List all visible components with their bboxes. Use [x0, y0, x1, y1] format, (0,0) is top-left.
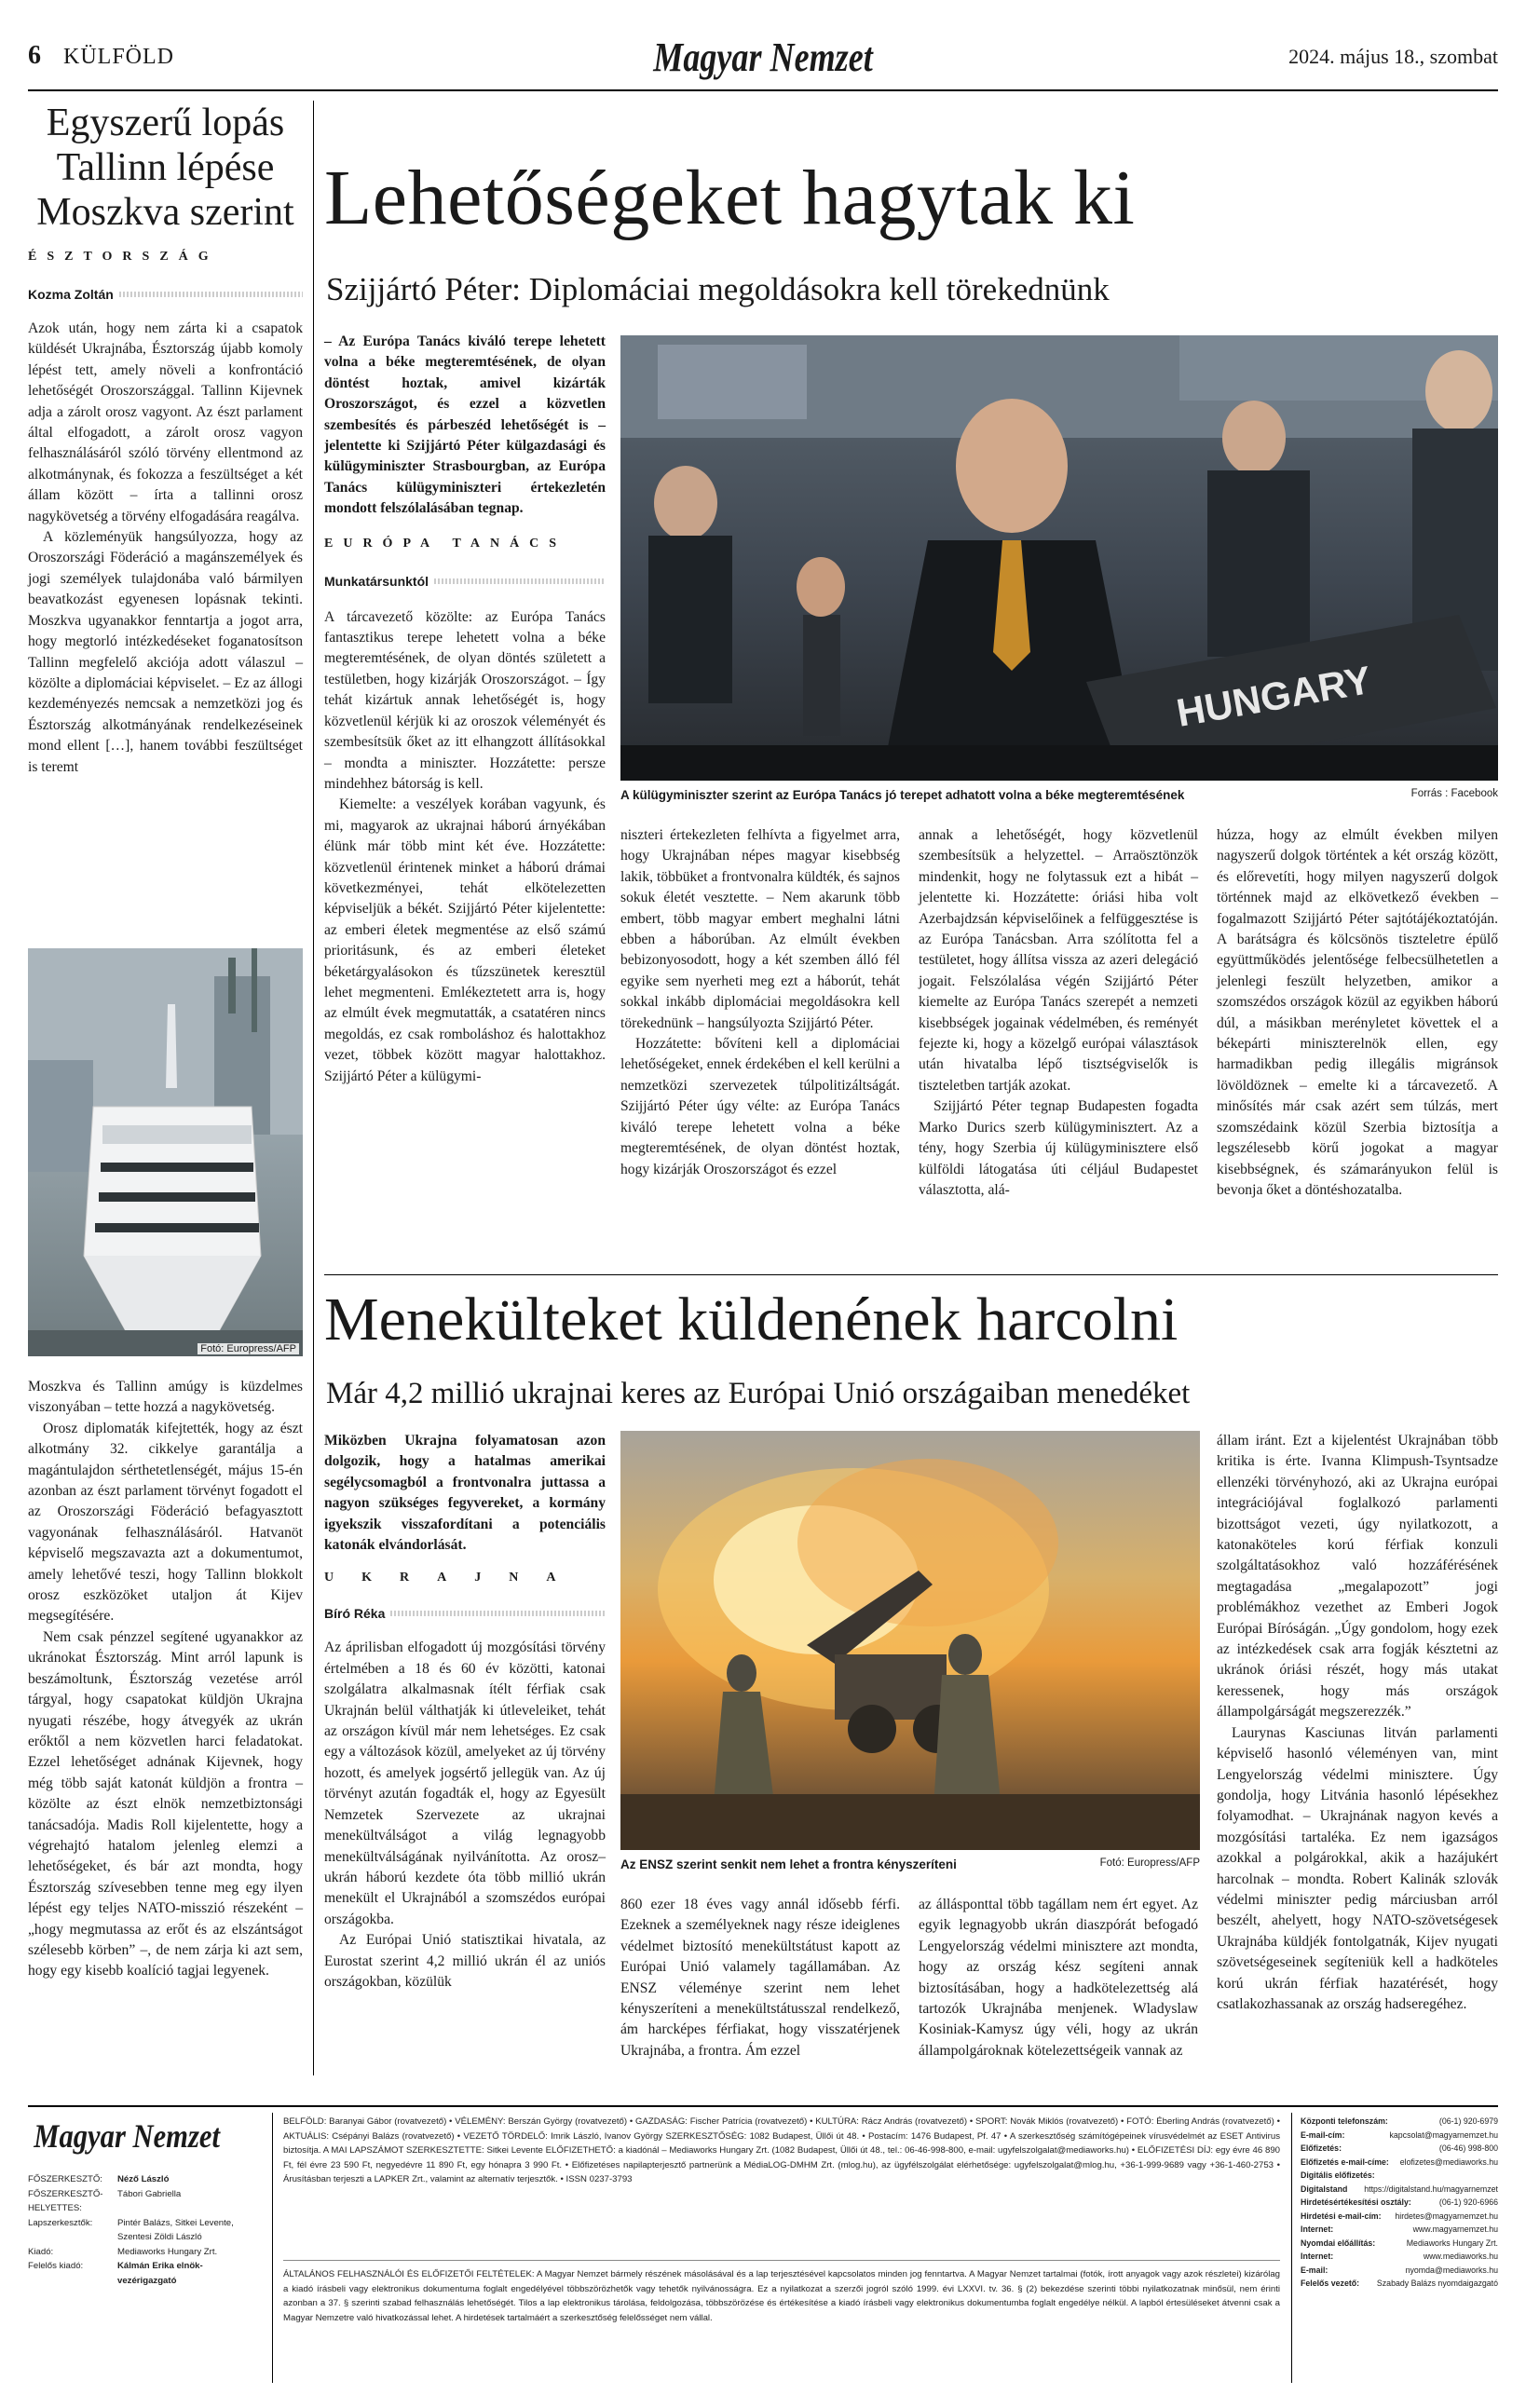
minister-photo: [620, 335, 1498, 781]
article1-subhead: Szijjártó Péter: Diplomáciai megoldásokra kell törekednünk: [326, 271, 1110, 307]
hungary-nameplate: HUNGARY: [1173, 657, 1375, 735]
minister-caption: A külügyminiszter szerint az Európa Tanács jó terepet adhatott volna a béke megteremtésének Forrás : Facebook: [620, 788, 1498, 802]
minister-illustration: [620, 335, 1498, 781]
yacht-photo: [28, 948, 303, 1356]
artillery-photo: [620, 1431, 1200, 1850]
footer-terms: ÁLTALÁNOS FELHASZNÁLÓI ÉS ELŐFIZETŐI FELTÉTELEK: A Magyar Nemzet bármely részének másolásával és a lap terjesztésével kapcsolatos minden jog fenntartva. A Magyar Nemzet tartalmai (fotók, írott anyagok vagy azok részletei) kizárólag a kiadó írásbeli vagy elektronikus dokumentuma foglalt engedélyével többszörözhetők vagy tehetők nyilvánosságra. Ez a nyilatkozat a szerzői jogról szóló 1999. évi LXXVI. tv. 36. § (2) bekezdése szerinti többi nyilatkozatnak minősül, nem érinti azonban a 37. § szerinti szabad felhasználás lehetőségét. Tilos a lap elektronikus tárolása, feldolgozása, többszörözése és értékesítése a kiadó írásbeli vagy elektronikus dokumentumba foglalt engedélye nélkül. A lapból értesüléseket átvenni csak a Magyar Nemzetre való hivatkozással lehet. A hirdetések tartalmáért a szerkesztőség felelősséget nem vállal.: [283, 2269, 1280, 2323]
left-body-2: Moszkva és Tallinn amúgy is küzdelmes viszonyában – tette hozzá a nagykövetség. Orosz diplomaták kifejtették, hogy az észt alkotmány 32. cikkelye garantálja a magántulajdon sérthetetlenségét, május 15-én azonban az észt parlament törvényt fogadott el az Oroszországi Föderáció befagyasztott vagyonának felhasználásáról. Hatvanöt képviselő megszavazta azt a dokumentumot, amely lehetővé teszi, hogy Tallinn blokkolt orosz eszközöket utaljon át Kijev megsegítésére. Nem csak pénzzel segítené ugyanakkor az ukránokat Észtország. Mint arról lapunk is beszámoltunk, Észtország vezetése arról tárgyal, hogy csapatokat küldjön Ukrajna nyugati részébe, hogy átvegyék az ukrán erőktől a nem közvetlen harci feladatokat. Ezzel lehetőséget adnának Kijevnek, hogy még több saját katonát küldjön a frontra – közölte az észt elnök nemzetbiztonsági tanácsadója. Madis Roll kijelentette, hogy a végrehajtó hatalom jelenleg elemzi a lehetőségeket, és bár azt mondta, hogy Észtország szívesebben tenne meg egy ilyen lépést egy teljes NATO-misszió részeként – „hogy megmutassa az erőt és az elszántságot szélesebb körben” –, de nem zárja ki azt sem, hogy egy kisebb koalíció tagjai legyenek.: [28, 1379, 303, 1979]
article2-subhead: Már 4,2 millió ukrajnai keres az Európai Unió országaiban menedéket: [326, 1377, 1191, 1410]
yacht-photo-credit: Fotó: Europress/AFP: [198, 1343, 299, 1354]
article2-lead: Miközben Ukrajna folyamatosan azon dolgozik, hogy a hatalmas amerikai segélycsomagból a frontvonalra juttassa a nagyon szükséges fegyvereket, a kormány igyekszik visszafordítani a potenciális katonák elvándorlását.: [324, 1433, 606, 1554]
footer-imprint: BELFÖLD: Baranyai Gábor (rovatvezető) • VÉLEMÉNY: Berszán György (rovatvezető) • GAZDASÁG: Fischer Patrícia (rovatvezető) • KULTÚRA: Rácz András (rovatvezető) • SPORT: Novák Miklós (rovatvezető) • FOTÓ: Éberling András (rovatvezető) • AKTUÁLIS: Csépányi Balázs (rovatvezető) • VEZETŐ TÖRDELŐ: Imrik László, Ivanov György SZERKESZTŐSÉG: 1082 Budapest, Üllői út 48. • Postacím: 1476 Budapest, Pf. 47 • A szerkesztőség számítógépeinek vírusvédelmét az ESET Antivirus biztosítja. A MAI LAPSZÁMOT SZERKESZTETTE: Sitkei Levente ELŐFIZETHETŐ: a kiadónál – Mediaworks Hungary Zrt. (1082 Budapest, Üllői út 48., tel.: 06-46-998-800, e-mail: ugyfelszolgalat@mediaworks.hu) • ELŐFIZETÉSI DÍJ: egy évre 46 890 Ft, fél évre 23 590 Ft, negyedévre 11 890 Ft, egy hónapra 3 990 Ft. • Előfizetéses napilapterjesztő partnerünk a MédiaLOG-DMHM Zrt. (mlog.hu), az ügyfélszolgálat elérhetősége: ugyfelszolgalat@mlog.hu, +36-1-999-9689 vagy +36-1-460-2753 • Árusításban terjeszti a LAPKER Zrt., valamint az alternatív terjesztők. • ISSN 0237-3793: [283, 2116, 1280, 2184]
article2-headline: Menekülteket küldenének harcolni: [324, 1286, 1179, 1354]
footer: [28, 2113, 1498, 2392]
article2-col1: Az áprilisban elfogadott új mozgósítási törvény értelmében a 18 és 60 év közötti, katonai szolgálatra alkalmasnak ítélt férfiak csak Ukrajnán belül válthatják ki útleveleiket, tehát az országon kívül már nem lehetséges. Ez csak egy a változások közül, amelyeket az új törvény hozott, és amelyek jogsértő jellegük van. Az új törvényt azután fogadták el, hogy az Egyesült Nemzetek Szervezete az ukrajnai menekültválságot a világ legnagyobb menekültválságának nyilvánította. Az orosz–ukrán háború kezdete óta több millió ukrán menekült el Ukrajnából a szomszédos európai országokba. Az Európai Unió statisztikai hivatala, az Eurostat szerint 4,2 millió ukrán él az uniós országokban, közülük: [324, 1639, 606, 1990]
article1-section: EURÓPA TANÁCS: [324, 536, 567, 551]
page-header: [28, 28, 1498, 84]
article2-author: Bíró Réka: [324, 1606, 606, 1621]
article2-col3: az állásponttal több tagállam nem ért egyet. Az egyik legnagyobb ukrán diaszpórát befogadó Lengyelország védelmi minisztere azt mondta, hogy az ország kész segíteni annak biztosításában, hogy a hadkötelezettség alá tartozók Ukrajnába menjenek. Wladyslaw Kosiniak-Kamysz úgy véli, hogy az ukrán állampolgároknak kötelezettségeik vannak az: [919, 1897, 1198, 2059]
artillery-caption: Az ENSZ szerint senkit nem lehet a frontra kényszeríteni Fotó: Europress/AFP: [620, 1857, 1200, 1871]
article2-col4: állam iránt. Ezt a kijelentést Ukrajnában több kritika is érte. Ivanna Klimpush-Tsyntsadze ellenzéki törvényhozó, aki az Ukrajna európai integrációjával foglalkozó parlamenti bizottságot vezeti, úgy nyilatkozott, a katonaköteles korú férfiak konzuli szolgáltatásokhoz való hozzáférésének megtagadása „megalapozott” jogi problémákhoz vezethet az Emberi Jogok Európai Bíróságán. „Úgy gondolom, hogy ezek az intézkedések csak arra fogják késztetni az ukránok óriási részét, hogy más utakat keressenek, hogy más országok állampolgárságát megszerezzék.” Laurynas Kasciunas litván parlamenti képviselő hasonló véleményen van, mint Lengyelország védelmi minisztere. Úgy gondolja, hogy Litvánia hasonló lépésekhez folyamodhat. – Ukrajnának nagyon kevés a mozgósítási tartaléka. Ez nem igazságos azokkal a polgárokkal, akik a hazájukért harcolnak – mondta. Robert Kalinák szlovák védelmi miniszter pedig márciusban arról beszélt, ahelyett, hogy NATO-szövetségesek Ukrajnába küldjék fontolgatnák, Kijev nyugati szövetségeseinek segíteniük kell a hadköteles korú ukrán férfiak hazatérését, hogy csatlakozhassanak az ország hadseregéhez.: [1217, 1433, 1498, 2012]
masthead: Magyar Nemzet: [653, 34, 873, 80]
footer-masthead: Magyar Nemzet: [34, 2117, 220, 2155]
left-section: ÉSZTORSZÁG: [28, 250, 219, 264]
left-column: [28, 101, 303, 778]
article1-lead-block: [324, 332, 606, 1087]
article1-col1: A tárcavezető közölte: az Európa Tanács fantasztikus terepe lehetett volna a béke megteremtésének, de olyan döntés született a testületben, hogy kizárják Oroszországot. – Így tehát kizártuk annak lehetőségét is, hogy közvetlenül kérjük ki az oroszok véleményét és szembesítsük őket az itt elhangzott állításokkal – mondta a miniszter. Hozzátette: persze mindehhez bátorság is kell. Kiemelte: a veszélyek korában vagyunk, és mi, magyarok az ukrajnai háború árnyékában élünk már több mint két éve. Hozzátette: közvetlenül érintenek minket a háború drámai következményei, tehát elkötelezetten képviseljük a békét. Szijjártó Péter kijelentette: az emberi életek megmentése az első számú prioritásunk, és az emberi életeket béketárgyalásokon és tűzszünetek keresztül lehet megmenteni. Emlékeztetett arra is, hogy az elmúlt évek megmutatták, a csatatéren nincs megoldás, ez csak romboláshoz és halottakhoz vezet, többek között magyar halottakhoz. Szijjártó Péter a külügymi-: [324, 608, 606, 1084]
footer-staff: FŐSZERKESZTŐ: Néző László FŐSZERKESZTŐ-HELYETTES: Tábori Gabriella Lapszerkesztők: Pintér Balázs, Sitkei Levente, Szentesi Zöldi László Kiadó: Mediaworks Hungary Zrt. Felelős kiadó: Kálmán Erika elnök-vezérigazgató: [28, 2174, 234, 2286]
article1-col2: niszteri értekezleten felhívta a figyelmet arra, hogy Ukrajnában népes magyar kisebbség lakik, többüket a frontvonalra küldték, és sajnos sokuk életét vesztette. – Nem akarunk több embert, több magyar embert meghalni látni ebben a háborúban. Az elmúlt években bebizonyosodott, hogy a két szemben álló fél egyike sem nyerheti meg ezt a háborút, tehát sokkal inkább diplomáciai megoldásokra kell törekednünk – hangsúlyozta Szijjártó Péter. Hozzátette: bővíteni kell a diplomáciai lehetőségeket, ennek érdekében el kell kerülni a nemzetközi szervezetek túlpolitizáltságát. Szijjártó Péter úgy vélte: az Európa Tanács kiváló terepe lehetett volna a béke megteremtésének, de olyan döntést hoztak, hogy kizárják Oroszországot és ezzel: [620, 827, 900, 1177]
issue-date: 2024. május 18., szombat: [1288, 45, 1498, 68]
footer-contacts: Központi telefonszám: (06-1) 920-6979 E-mail-cím: kapcsolat@magyarnemzet.hu Előfizetés: (06-46) 998-800 Előfizetés e-mail-címe: elofizetes@mediaworks.hu Digitális előfizetés: Digitalstand https://digitalstand.hu/magyarnemzet Hirdetésértékesítési osztály: (06-1) 920-6966 Hirdetési e-mail-cím: hirdetes@magyarnemzet.hu Internet: www.magyarnemzet.hu Nyomdai előállítás: Mediaworks Hungary Zrt. Internet: www.mediaworks.hu E-mail: nyomda@mediaworks.hu Felelős vezető: Szabady Balázs nyomdaigazgató: [1301, 2116, 1498, 2288]
yacht-illustration: [28, 948, 303, 1356]
article2-section: UKRAJNA: [324, 1571, 584, 1585]
left-author: Kozma Zoltán: [28, 287, 303, 302]
article1-col3: annak a lehetőségét, hogy közvetlenül szembesítsük a helyzettel. – Arraösztönzök mindenkit, hogy ne folytassuk ezt a hibát – jelentette ki. Hozzátette: óriási hiba volt Azerbajdzsán képviselőinek a felfüggesztése is az Európa Tanácsban. Arra szólította fel a testületet, hogy állítsa vissza az azeri delegáció jogait. Felszólalása végén Szijjártó Péter kiemelte az Európa Tanács szerepét a nemzeti kisebbségek jogainak védelmében, és reményét fejezte ki, hogy a közelgő európai választások után hivatalba lépő tisztségviselők is tiszteletben tartják azokat. Szijjártó Péter tegnap Budapesten fogadta Marko Durics szerb külügyminisztert. Az a tény, hogy Szerbia új külügyminisztere első külföldi látogatása úti céljául Budapestet választotta, alá-: [919, 827, 1198, 1198]
article1-headline: Lehetőségeket hagytak ki: [324, 155, 1136, 241]
article1-col4: húzza, hogy az elmúlt években milyen nagyszerű dolgok történtek a két ország között, és előrevetíti, hogy milyen nagyszerű dolgok történnek majd az elkövetkező években – fogalmazott Szijjártó Péter sajtótájékoztatóján. A barátságra és kölcsönös tiszteletre épülő együttműködés jelentősége felbecsülhetetlen a jelenlegi feszült helyzetben, amikor a szomszédos országok közül az egyikben háború dúl, a másikban merényletet követtek el a békepárti miniszterelnök ellen, egy harmadikban pedig illegális migránsok lövöldöznek – emelte ki a tárcavezető. A minősítés már csak azért sem túlzás, mert szomszédaink közül Szerbia biztosítja a legszélesebb körű jogokat a magyar kisebbségnek, és számarányukon felül is bevonja őket a döntéshozatalba.: [1217, 827, 1498, 1198]
article2-lead-block: [324, 1431, 606, 1993]
page-number: 6: [28, 41, 41, 70]
left-body-1: Azok után, hogy nem zárta ki a csapatok küldését Ukrajnába, Észtország újabb komoly lépést tett, amely növeli a konfrontáció lehetőségét Oroszországgal. Tallinn Kijevnek adja a zárolt orosz vagyont. Az észt parlament által elfogadott, a zárolt orosz vagyon felhasználásáról szóló törvény ellentmond az alkotmánynak, és fokozza a feszültséget a két állam között – írta a tallinni orosz nagykövetség a törvény elfogadására reagálva. A közleményük hangsúlyozza, hogy az Oroszországi Föderáció a magánszemélyek és jogi személyek tulajdonába való bármilyen beavatkozást egyenesen lopásnak tekinti. Moszkva ugyanakkor fenntartja a jogot arra, hogy megtorló intézkedéseket foganatosítson Tallinn megfelelő akciója adott válaszul – közölte a diplomáciai képviselet. – Ez az állogi kezdeményezés nemcsak a nemzetközi jog és Észtország alkotmányának rendelkezéseinek mond ellent […], hanem további feszültséget is teremt: [28, 320, 303, 775]
artillery-illustration: [620, 1431, 1200, 1850]
section-label: KÜLFÖLD: [63, 45, 174, 69]
article2-col2: 860 ezer 18 éves vagy annál idősebb férfi. Ezeknek a személyeknek nagy része ideiglenes védelmet biztosító menekültstátust kapott az Európai Unió valamely tagállamában. Az ENSZ véleménye szerint nem lehet kényszeríteni a menekültstátusszal rendelkező, ám harcképes férfiakat, hogy visszatérjenek Ukrajnába, a frontra. Ám ezzel: [620, 1897, 900, 2059]
article1-author: Munkatársunktól: [324, 574, 606, 589]
left-headline: Egyszerű lopás Tallinn lépése Moszkva szerint: [36, 102, 294, 234]
article1-lead: – Az Európa Tanács kiváló terepe lehetett volna a béke megteremtésének, de olyan döntést hoztak, amivel kizárták Oroszországot, és ezzel a közvetlen szembesítés és párbeszéd lehetőségét is – jelentette ki Szijjártó Péter külgazdasági és külügyminiszter Strasbourgban, az Európa Tanács külügyminiszteri értekezletén mondott felszólalásában tegnap.: [324, 333, 606, 517]
